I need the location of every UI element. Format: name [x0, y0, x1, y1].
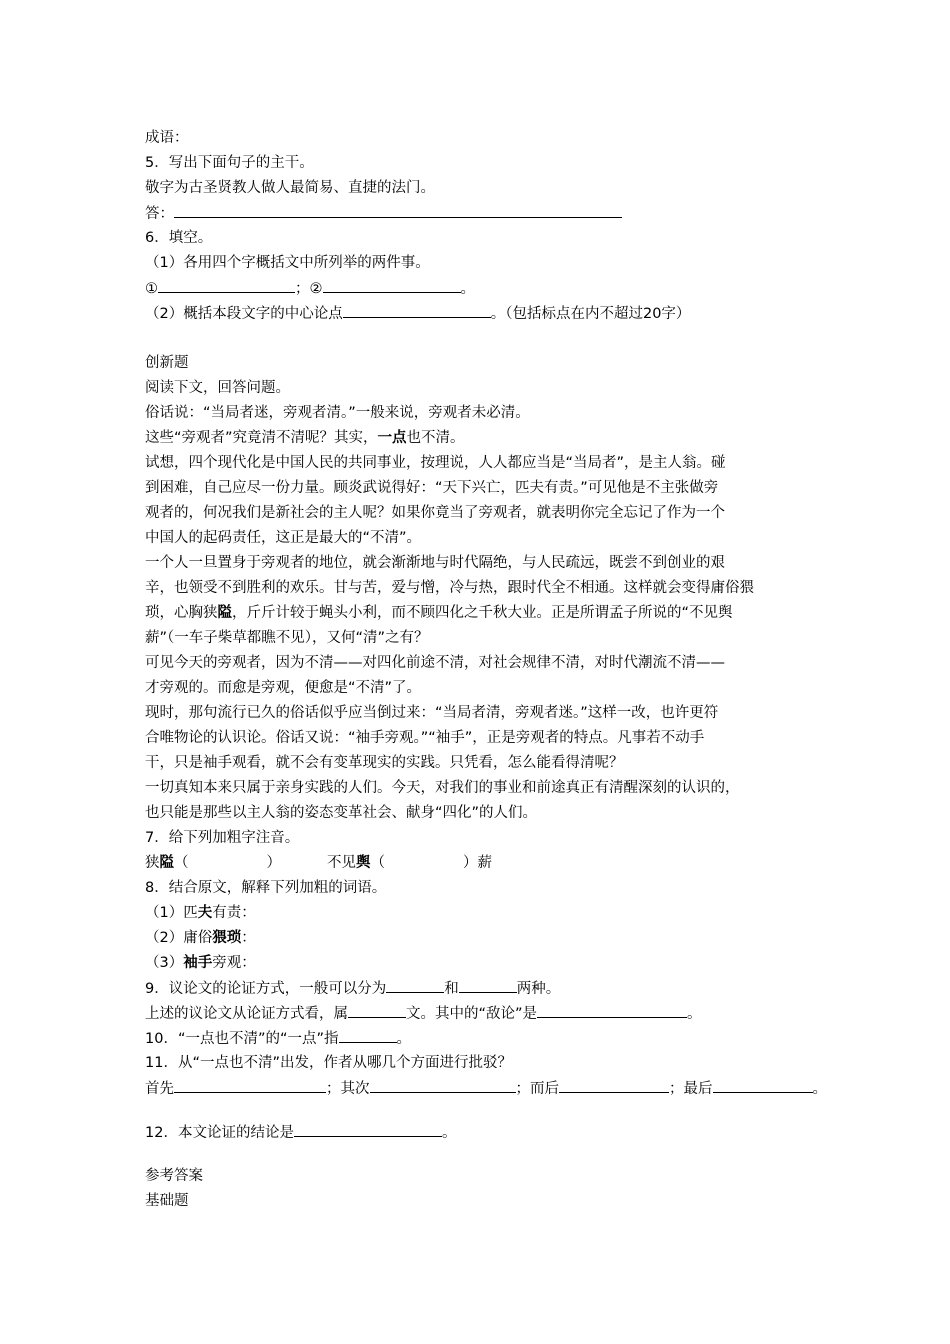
question-8: 8．结合原文，解释下列加粗的词语。 — [145, 880, 387, 896]
passage-line: 俗话说：“当局者迷，旁观者清。”一般来说，旁观者未必清。 — [145, 405, 530, 421]
passage-line: 薪”（一车子柴草都瞧不见），又何“清”之有？ — [145, 630, 429, 646]
answer-blank[interactable] — [294, 1120, 442, 1137]
question-8-item-1: （1）匹夫有责： — [145, 905, 256, 921]
answer-blank[interactable] — [559, 1076, 669, 1093]
passage-line: 现时，那句流行已久的俗话似乎应当倒过来：“当局者清，旁观者迷。”这样一改，也许更符 — [145, 705, 719, 721]
passage-line: 琐，心胸狭隘，斤斤计较于蝇头小利，而不顾四化之千秋大业。正是所谓孟子所说的“不见舆 — [145, 605, 733, 621]
answer-blank[interactable] — [158, 276, 295, 293]
question-5: 5．写出下面句子的主干。 — [145, 155, 314, 171]
passage-line: 这些“旁观者”究竟清不清呢？其实，一点也不清。 — [145, 430, 465, 446]
question-7: 7．给下列加粗字注音。 — [145, 830, 300, 846]
answer-blank[interactable] — [174, 1076, 326, 1093]
question-7-items: 狭隘（ ） 不见舆（ ）薪 — [145, 855, 492, 871]
passage-line: 试想，四个现代化是中国人民的共同事业，按理说，人人都应当是“当局者”，是主人翁。碰 — [145, 455, 726, 471]
basic-questions-heading: 基础题 — [145, 1193, 189, 1209]
question-6: 6．填空。 — [145, 230, 213, 246]
answer-blank[interactable] — [370, 1076, 516, 1093]
passage-line: 辛，也领受不到胜利的欢乐。甘与苦，爱与憎，冷与热，跟时代全不相通。这样就会变得庸俗猥 — [145, 580, 754, 596]
answer-blank[interactable] — [348, 1001, 406, 1018]
passage-line: 干，只是袖手观看，就不会有变革现实的实践。只凭看，怎么能看得清呢？ — [145, 755, 624, 771]
question-5-sentence: 敬字为古圣贤教人做人最简易、直捷的法门。 — [145, 180, 435, 196]
question-11-blanks: 首先 ；其次 ；而后 ；最后 。 — [145, 1076, 825, 1101]
question-10: 10．“一点也不清”的“一点”指 。 — [145, 1026, 825, 1051]
passage-line: 一个人一旦置身于旁观者的地位，就会渐渐地与时代隔绝，与人民疏远，既尝不到创业的艰 — [145, 555, 725, 571]
answer-blank[interactable] — [713, 1076, 813, 1093]
passage-line: 中国人的起码责任，这正是最大的“不清”。 — [145, 530, 422, 546]
passage-line: 一切真知本来只属于亲身实践的人们。今天，对我们的事业和前途真正有清醒深刻的认识的， — [145, 780, 740, 796]
answer-blank[interactable] — [174, 201, 622, 218]
answer-blank[interactable] — [323, 276, 461, 293]
question-9-b: 上述的议论文从论证方式看，属 文。其中的“敌论”是 。 — [145, 1001, 825, 1026]
answers-heading: 参考答案 — [145, 1168, 203, 1184]
question-11: 11．从“一点也不清”出发，作者从哪几个方面进行批驳？ — [145, 1055, 512, 1071]
question-6-part-1: （1）各用四个字概括文中所列举的两件事。 — [145, 255, 430, 271]
answer-blank[interactable] — [339, 1026, 397, 1043]
passage-line: 到困难，自己应尽一份力量。顾炎武说得好：“天下兴亡，匹夫有责。”可见他是不主张做旁 — [145, 480, 719, 496]
passage-line: 也只能是那些以主人翁的姿态变革社会、献身“四化”的人们。 — [145, 805, 538, 821]
question-12: 12．本文论证的结论是 。 — [145, 1120, 825, 1145]
reading-instruction: 阅读下文，回答问题。 — [145, 380, 290, 396]
question-5-answer: 答： — [145, 201, 825, 226]
answer-blank[interactable] — [459, 976, 517, 993]
passage-line: 可见今天的旁观者，因为不清——对四化前途不清，对社会规律不清，对时代潮流不清—— — [145, 655, 725, 671]
passage-line: 合唯物论的认识论。俗话又说：“袖手旁观。”“袖手”，正是旁观者的特点。凡事若不动手 — [145, 730, 705, 746]
question-6-part-1-blanks: ① ；② 。 — [145, 276, 825, 301]
passage-line: 才旁观的。而愈是旁观，便愈是“不清”了。 — [145, 680, 422, 696]
document-body — [145, 126, 825, 1214]
answer-blank[interactable] — [537, 1001, 687, 1018]
question-8-item-3: （3）袖手旁观： — [145, 955, 256, 971]
answer-blank[interactable] — [343, 301, 491, 318]
passage-line: 观者的，何况我们是新社会的主人呢？如果你竟当了旁观者，就表明你完全忘记了作为一个 — [145, 505, 725, 521]
question-6-part-2: （2）概括本段文字的中心论点 。（包括标点在内不超过20字） — [145, 301, 825, 326]
answer-blank[interactable] — [386, 976, 444, 993]
section-innovation-heading: 创新题 — [145, 355, 189, 371]
question-9: 9．议论文的论证方式，一般可以分为 和 两种。 — [145, 976, 825, 1001]
question-8-item-2: （2）庸俗猥琐： — [145, 930, 256, 946]
chengyu-label: 成语： — [145, 130, 189, 146]
